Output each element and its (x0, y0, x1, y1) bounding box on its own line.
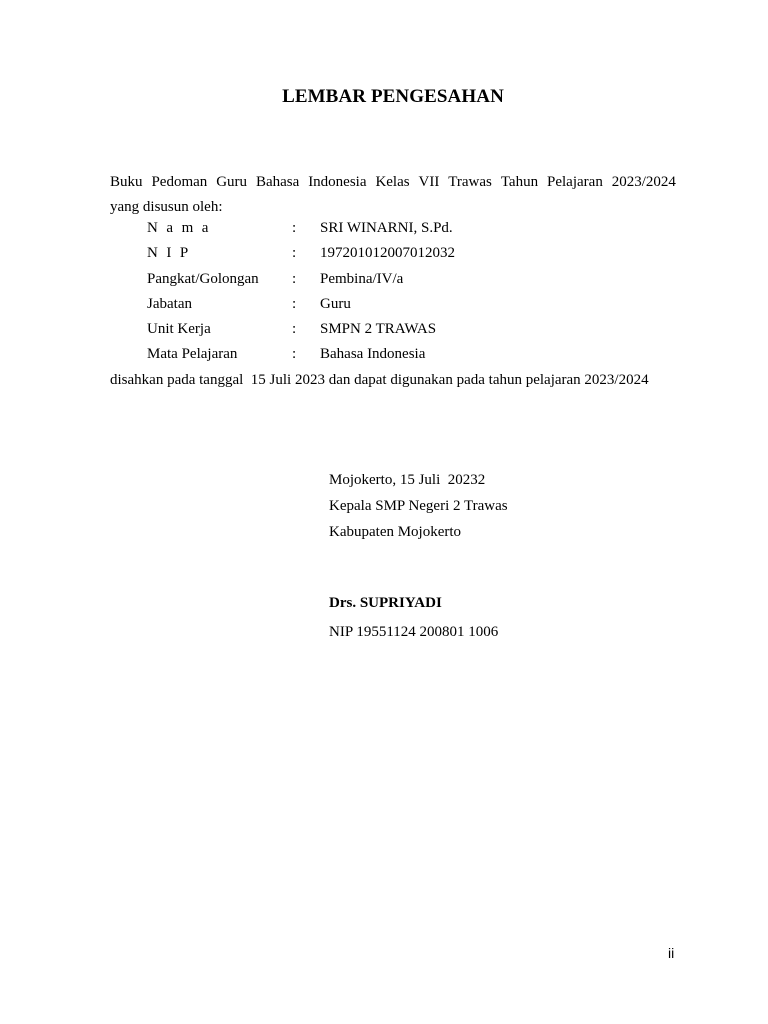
field-label: Jabatan (147, 295, 192, 312)
intro-line-1 (110, 170, 676, 195)
intro-word: Guru (216, 174, 248, 190)
field-colon: : (292, 295, 297, 312)
field-colon: : (292, 245, 297, 262)
field-value: Bahasa Indonesia (320, 346, 426, 363)
intro-line-2: yang disusun oleh: (110, 199, 223, 215)
signature-block (329, 467, 508, 545)
field-value: 197201012007012032 (320, 245, 455, 262)
intro-word: Kelas (375, 174, 410, 190)
intro-paragraph (110, 170, 676, 220)
field-label: Mata Pelajaran (147, 346, 238, 363)
page-number: ii (668, 945, 675, 961)
field-label: Unit Kerja (147, 321, 211, 338)
field-label: N I P (147, 245, 191, 262)
field-value: SRI WINARNI, S.Pd. (320, 220, 453, 236)
field-label: Pangkat/Golongan (147, 270, 259, 287)
intro-word: 2023/2024 (611, 174, 676, 190)
intro-word: Buku (110, 174, 143, 190)
signature-region: Kabupaten Mojokerto (329, 524, 462, 540)
intro-word: Indonesia (308, 174, 367, 190)
field-label: N a m a (147, 220, 211, 236)
approval-statement: disahkan pada tanggal 15 Juli 2023 dan dapat digunakan pada tahun pelajaran 2023/2024 (110, 372, 649, 388)
intro-word: Pedoman (151, 174, 208, 190)
field-colon: : (292, 270, 297, 287)
intro-word: VII (418, 174, 440, 190)
signature-position: Kepala SMP Negeri 2 Trawas (329, 498, 508, 514)
field-colon: : (292, 346, 297, 363)
field-value: Pembina/IV/a (320, 270, 404, 287)
field-value: Guru (320, 295, 351, 312)
signer-nip: NIP 19551124 200801 1006 (329, 624, 499, 640)
signer-name: Drs. SUPRIYADI (329, 595, 442, 611)
intro-word: Trawas (448, 174, 492, 190)
field-value: SMPN 2 TRAWAS (320, 321, 437, 338)
field-colon: : (292, 321, 297, 338)
intro-word: Bahasa (255, 174, 300, 190)
intro-word: Pelajaran (547, 174, 603, 190)
intro-word: Tahun (500, 174, 539, 190)
page-title: LEMBAR PENGESAHAN (282, 86, 504, 107)
field-colon: : (292, 220, 297, 236)
signature-place-date: Mojokerto, 15 Juli 20232 (329, 472, 486, 488)
